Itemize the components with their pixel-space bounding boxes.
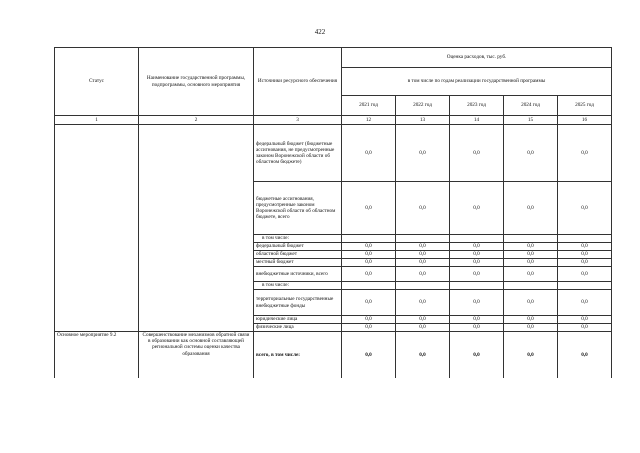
value-cell	[504, 235, 558, 243]
value-cell: 0,0	[504, 125, 558, 182]
value-cell: 0,0	[450, 125, 504, 182]
source-cell: территориальные государственные внебюджетные фонды	[254, 290, 342, 316]
value-cell: 0,0	[504, 267, 558, 282]
event-value: 0,0	[504, 332, 558, 378]
event-value: 0,0	[342, 332, 396, 378]
value-cell: 0,0	[396, 267, 450, 282]
value-cell: 0,0	[396, 125, 450, 182]
value-cell: 0,0	[396, 324, 450, 332]
value-cell	[342, 235, 396, 243]
value-cell: 0,0	[558, 125, 612, 182]
value-cell	[558, 235, 612, 243]
value-cell: 0,0	[450, 290, 504, 316]
value-cell: 0,0	[558, 316, 612, 324]
event-value: 0,0	[558, 332, 612, 378]
page-number: 422	[314, 28, 326, 36]
header-name: Наименование государственной программы, подпрограммы, основного мероприятия	[139, 48, 254, 116]
value-cell	[342, 282, 396, 290]
source-cell: физические лица	[254, 324, 342, 332]
value-cell: 0,0	[396, 243, 450, 251]
value-cell: 0,0	[558, 324, 612, 332]
value-cell: 0,0	[450, 182, 504, 235]
value-cell: 0,0	[396, 290, 450, 316]
header-by-year: в том числе по годам реализации государственной программы	[342, 68, 612, 96]
header-year: 2024 год	[504, 96, 558, 116]
value-cell: 0,0	[450, 267, 504, 282]
value-cell: 0,0	[504, 316, 558, 324]
col-number: 1	[55, 116, 139, 125]
col-number: 15	[504, 116, 558, 125]
value-cell: 0,0	[342, 316, 396, 324]
value-cell: 0,0	[342, 125, 396, 182]
header-year: 2025 год	[558, 96, 612, 116]
source-cell: юридические лица	[254, 316, 342, 324]
value-cell: 0,0	[450, 243, 504, 251]
col-number: 14	[450, 116, 504, 125]
value-cell: 0,0	[504, 324, 558, 332]
value-cell: 0,0	[342, 267, 396, 282]
header-estimate: Оценка расходов, тыс. руб.	[342, 48, 612, 68]
header-year: 2023 год	[450, 96, 504, 116]
source-cell: федеральный бюджет (бюджетные ассигнования, не предусмотренные законом Воронежской области об областном бюджете)	[254, 125, 342, 182]
source-cell: местный бюджет	[254, 259, 342, 267]
value-cell: 0,0	[342, 259, 396, 267]
source-cell: внебюджетные источники, всего	[254, 267, 342, 282]
name-cell-empty	[139, 125, 254, 332]
value-cell: 0,0	[504, 290, 558, 316]
value-cell: 0,0	[558, 251, 612, 259]
value-cell: 0,0	[450, 251, 504, 259]
value-cell: 0,0	[342, 324, 396, 332]
status-cell-empty	[55, 125, 139, 332]
source-cell: федеральный бюджет	[254, 243, 342, 251]
value-cell: 0,0	[342, 251, 396, 259]
header-status: Статус	[55, 48, 139, 116]
col-number: 16	[558, 116, 612, 125]
event-name: Совершенствование механизмов обратной связи в образовании как основной составляющей региональной системы оценки качества образования	[139, 332, 254, 378]
budget-table	[54, 47, 612, 378]
value-cell: 0,0	[558, 259, 612, 267]
value-cell: 0,0	[450, 316, 504, 324]
value-cell: 0,0	[342, 182, 396, 235]
value-cell: 0,0	[396, 316, 450, 324]
value-cell	[450, 282, 504, 290]
header-year: 2021 год	[342, 96, 396, 116]
source-cell: бюджетные ассигнования, предусмотренные законом Воронежской области об областном бюджете, всего	[254, 182, 342, 235]
value-cell	[504, 282, 558, 290]
header-year: 2022 год	[396, 96, 450, 116]
source-cell: в том числе:	[254, 282, 342, 290]
value-cell: 0,0	[342, 290, 396, 316]
value-cell: 0,0	[504, 251, 558, 259]
event-status: Основное мероприятие 9.2	[55, 332, 139, 378]
col-number: 2	[139, 116, 254, 125]
value-cell: 0,0	[450, 324, 504, 332]
table-row-event	[55, 332, 612, 378]
value-cell: 0,0	[558, 243, 612, 251]
event-source: всего, в том числе:	[254, 332, 342, 378]
value-cell: 0,0	[396, 182, 450, 235]
source-cell: в том числе:	[254, 235, 342, 243]
value-cell: 0,0	[450, 259, 504, 267]
col-number: 3	[254, 116, 342, 125]
value-cell: 0,0	[396, 251, 450, 259]
value-cell: 0,0	[558, 182, 612, 235]
event-value: 0,0	[396, 332, 450, 378]
value-cell: 0,0	[504, 182, 558, 235]
value-cell: 0,0	[504, 259, 558, 267]
value-cell: 0,0	[558, 290, 612, 316]
value-cell	[450, 235, 504, 243]
table-row	[55, 125, 612, 182]
col-number: 13	[396, 116, 450, 125]
value-cell: 0,0	[342, 243, 396, 251]
value-cell: 0,0	[558, 267, 612, 282]
value-cell	[558, 282, 612, 290]
value-cell: 0,0	[504, 243, 558, 251]
source-cell: областной бюджет	[254, 251, 342, 259]
event-value: 0,0	[450, 332, 504, 378]
value-cell: 0,0	[396, 259, 450, 267]
col-number: 12	[342, 116, 396, 125]
value-cell	[396, 235, 450, 243]
header-source: Источники ресурсного обеспечения	[254, 48, 342, 116]
value-cell	[396, 282, 450, 290]
